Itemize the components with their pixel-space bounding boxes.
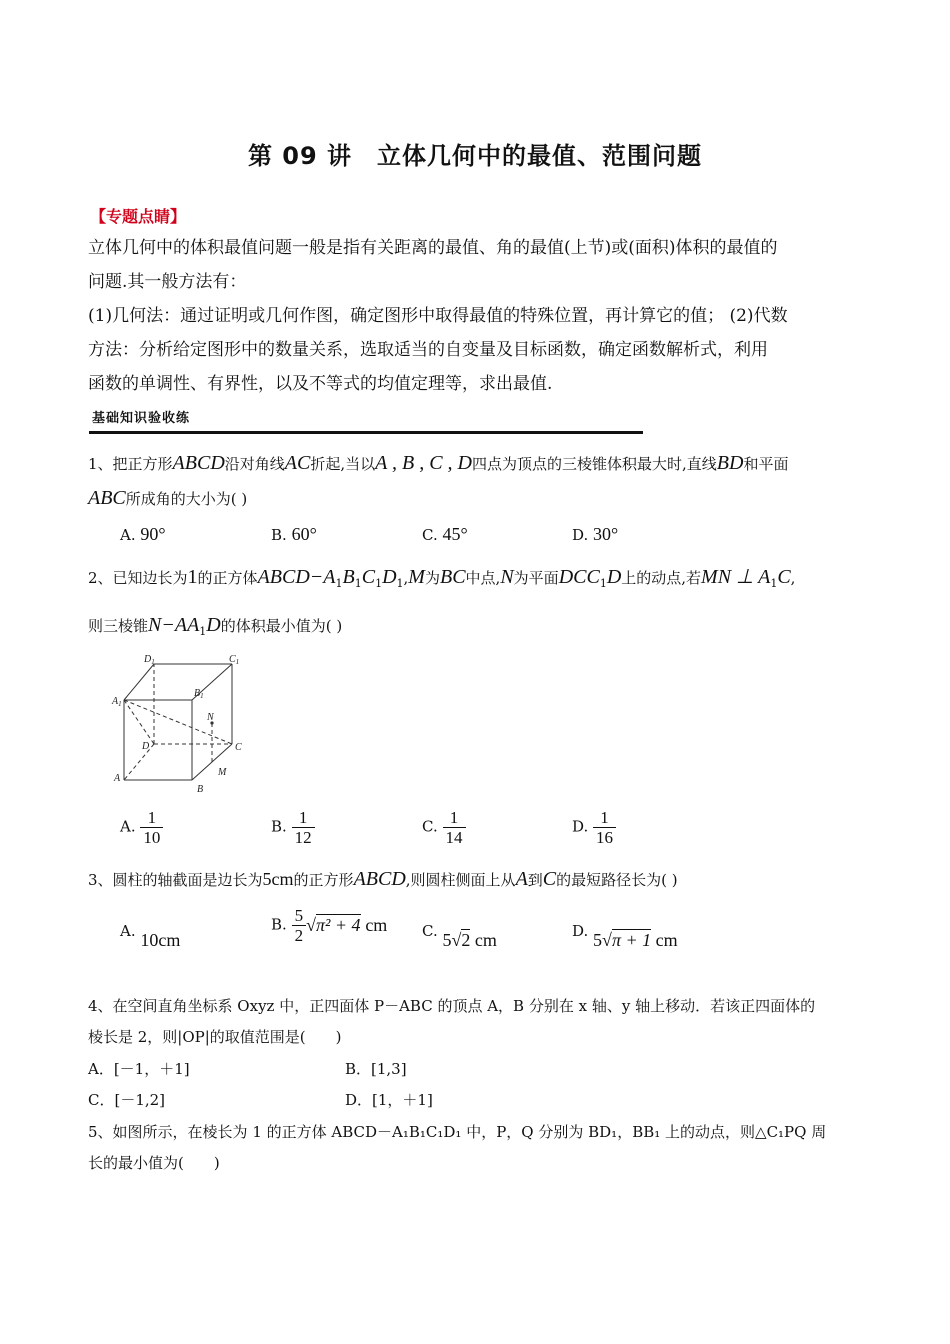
q2-option-c[interactable]: C. $\frac{1}{14}$ [422, 808, 466, 847]
q1-option-a[interactable]: A. 90° [120, 524, 166, 544]
label-d: D [142, 741, 150, 752]
intro-line-4: 方法：分析给定图形中的数量关系，选取适当的自变量及目标函数，确定函数解析式，利用 [88, 340, 768, 360]
q2-option-a[interactable]: A. $\frac{1}{10}$ [120, 808, 163, 847]
q4-option-c[interactable]: C．[－1,2] [88, 1091, 166, 1109]
diag-a1-c [124, 700, 232, 744]
label-m: M [218, 767, 227, 778]
label-d1: $D_1$ [144, 654, 155, 666]
q3-line-1: 3、圆柱的轴截面是边长为5cm的正方形ABCD,则圆柱侧面上从A到C的最短路径长为( ) [88, 868, 678, 890]
q4-option-d[interactable]: D．[1，＋1] [345, 1091, 433, 1109]
intro-line-3: (1)几何法：通过证明或几何作图，确定图形中取得最值的特殊位置，再计算它的值； (2)代数 [88, 306, 788, 326]
edge-d-a [124, 744, 154, 780]
label-b1: $B_1$ [194, 688, 204, 700]
q1-option-d[interactable]: D. 30° [572, 524, 619, 544]
q2-line-2: 则三棱锥$N-AA_1D$的体积最小值为( ) [88, 614, 343, 638]
label-a1: $A_1$ [112, 696, 122, 708]
section-band-label: 基础知识验收练 [92, 411, 191, 426]
section-band-underline [89, 431, 643, 434]
q4-option-b[interactable]: B．[1,3] [345, 1060, 407, 1078]
q3-option-a[interactable]: A. 10cm [120, 922, 181, 950]
q4-line-2: 棱长是 2，则|OP|的取值范围是( ) [88, 1028, 342, 1046]
q4-option-a[interactable]: A．[－1，＋1] [88, 1060, 190, 1078]
intro-line-2: 问题.其一般方法有： [88, 272, 247, 292]
q5-line-1: 5、如图所示，在棱长为 1 的正方体 ABCD－A₁B₁C₁D₁ 中，P，Q 分别为 BD₁，BB₁ 上的动点，则△C₁PQ 周 [88, 1123, 827, 1141]
label-a: A [114, 773, 121, 784]
q3-option-b[interactable]: B. $\frac{5}{2}$ √π² + 4 cm [271, 906, 388, 945]
q1-line-1: 1、把正方形ABCD沿对角线AC折起,当以A , B , C , D四点为顶点的三棱锥体积最大时,直线BD和平面 [88, 452, 789, 474]
edge-a1-d1 [124, 664, 154, 700]
label-n: N [207, 712, 214, 723]
q2-option-d[interactable]: D. $\frac{1}{16}$ [572, 808, 616, 847]
q1-option-c[interactable]: C. 45° [422, 524, 468, 544]
q2-line-1: 2、已知边长为1的正方体$ABCD-A_1B_1C_1D_1,M$为BC中点,N为平面$DCC_1D$上的动点,若MN ⊥ $A_1C$, [88, 566, 796, 590]
section-tag: 【专题点睛】 [90, 207, 187, 226]
q4-line-1: 4、在空间直角坐标系 Oxyz 中，正四面体 P－ABC 的顶点 A，B 分别在 x 轴、y 轴上移动．若该正四面体的 [88, 997, 816, 1015]
intro-line-1: 立体几何中的体积最值问题一般是指有关距离的最值、角的最值(上节)或(面积)体积的最值的 [88, 238, 778, 258]
label-c1: $C_1$ [229, 654, 240, 666]
q1-option-b[interactable]: B. 60° [271, 524, 317, 544]
cube-figure [108, 650, 254, 796]
q5-line-2: 长的最小值为( ) [88, 1154, 220, 1172]
label-c: C [235, 742, 242, 753]
q3-option-c[interactable]: C. 5√2 cm [422, 922, 497, 950]
q2-option-b[interactable]: B. $\frac{1}{12}$ [271, 808, 315, 847]
label-b: B [197, 784, 204, 795]
q3-option-d[interactable]: D. 5√π + 1 cm [572, 922, 678, 950]
q1-line-2: ABC所成角的大小为( ) [88, 487, 248, 509]
page-title: 第 09 讲 立体几何中的最值、范围问题 [247, 142, 703, 170]
intro-line-5: 函数的单调性、有界性，以及不等式的均值定理等，求出最值. [88, 374, 553, 394]
